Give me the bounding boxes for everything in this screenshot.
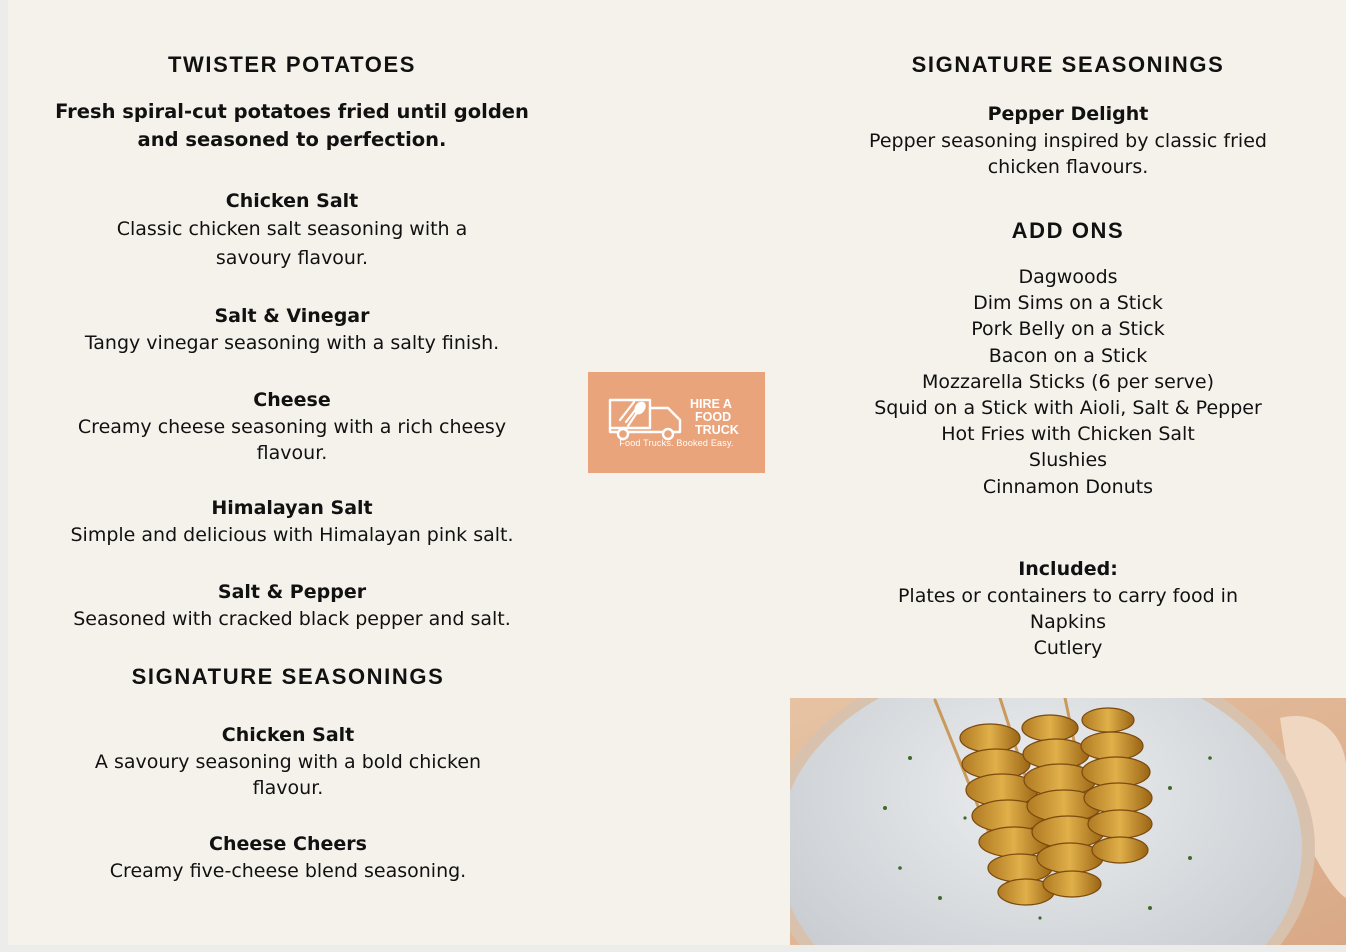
item-description: Seasoned with cracked black pepper and salt. (73, 608, 511, 630)
list-item: Mozzarella Sticks (6 per serve) (922, 370, 1214, 393)
menu-item (836, 101, 1300, 180)
section-title-twister-potatoes: TWISTER POTATOES (167, 52, 417, 77)
menu-item (62, 188, 522, 273)
list-item: Squid on a Stick with Aioli, Salt & Pepper (874, 397, 1262, 420)
list-item: Pork Belly on a Stick (971, 318, 1165, 341)
list-item: Dim Sims on a Stick (973, 292, 1163, 315)
item-name: Cheese (253, 389, 331, 411)
hire-a-food-truck-logo (588, 372, 765, 473)
list-item: Cutlery (1033, 636, 1103, 659)
potato-plate-illustration (790, 698, 1346, 945)
included-section (836, 556, 1300, 661)
item-description: Simple and delicious with Himalayan pink salt. (70, 524, 514, 546)
item-description: Tangy vinegar seasoning with a salty finish. (84, 332, 500, 354)
item-name: Salt & Pepper (217, 581, 367, 603)
intro-text: Fresh spiral-cut potatoes fried until golden and seasoned to perfection. (55, 100, 529, 151)
list-item: Plates or containers to carry food in (897, 584, 1239, 607)
list-item: Dagwoods (1018, 266, 1118, 288)
logo-tagline: Food Trucks. Booked Easy. (619, 438, 734, 448)
menu-item (54, 722, 522, 801)
item-name: Chicken Salt (225, 190, 359, 212)
item-name: Chicken Salt (221, 724, 355, 746)
logo-line: FOOD (695, 410, 732, 424)
included-heading: Included: (1018, 557, 1118, 580)
list-item: Napkins (1029, 610, 1107, 633)
item-name: Salt & Vinegar (214, 305, 370, 327)
menu-item (62, 387, 522, 466)
item-description: Classic chicken salt seasoning with a savoury flavour. (116, 218, 468, 269)
twister-potato-photo (790, 698, 1346, 945)
item-description: A savoury seasoning with a bold chicken flavour. (94, 751, 482, 799)
menu-item (54, 831, 522, 884)
addons-list (836, 264, 1300, 500)
left-menu-column (55, 52, 529, 884)
item-name: Cheese Cheers (209, 833, 367, 855)
logo-line: TRUCK (695, 423, 739, 437)
list-item: Hot Fries with Chicken Salt (941, 423, 1195, 446)
logo-wordmark (690, 398, 739, 437)
item-description: Pepper seasoning inspired by classic fried chicken flavours. (869, 130, 1267, 178)
item-name: Pepper Delight (987, 103, 1149, 125)
menu-item (62, 579, 522, 632)
list-item: Bacon on a Stick (988, 344, 1148, 367)
section-title-signature-seasonings: SIGNATURE SEASONINGS (911, 52, 1225, 77)
list-item: Cinnamon Donuts (982, 475, 1154, 498)
right-menu-column (836, 52, 1300, 661)
list-item: Slushies (1028, 449, 1108, 472)
menu-item (62, 495, 522, 548)
section-title-add-ons: ADD ONS (1011, 218, 1125, 243)
logo-line: HIRE A (690, 397, 732, 411)
item-description: Creamy cheese seasoning with a rich cheesy flavour. (77, 416, 507, 464)
section-title-signature-seasonings: SIGNATURE SEASONINGS (131, 664, 445, 689)
item-description: Creamy five-cheese blend seasoning. (109, 860, 467, 882)
menu-item (62, 303, 522, 356)
item-name: Himalayan Salt (211, 497, 373, 519)
